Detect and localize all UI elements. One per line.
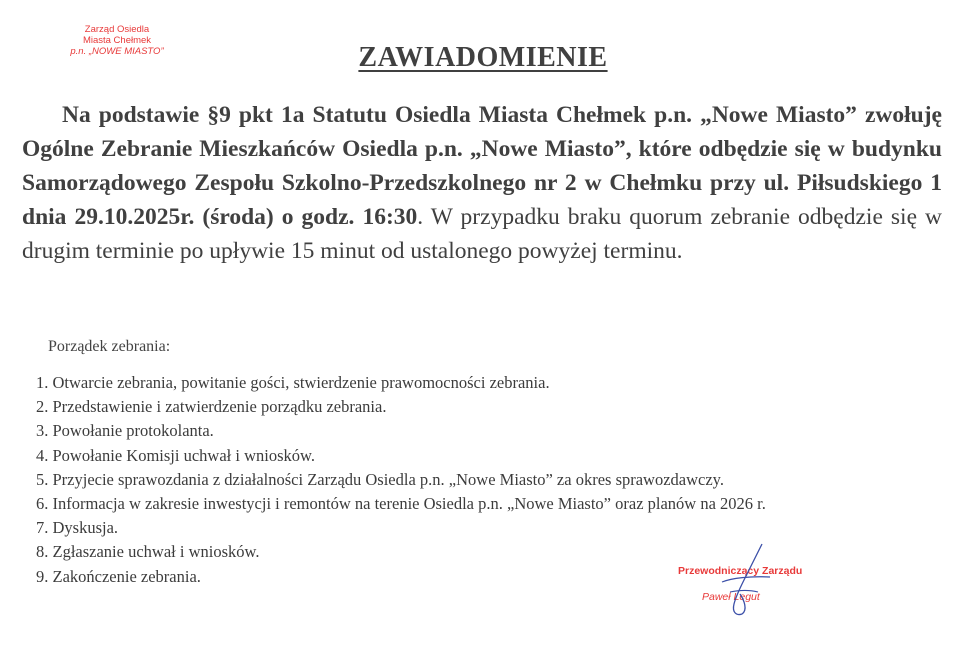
notice-bold-text: Na podstawie §9 pkt 1a Statutu Osiedla Miasta Chełmek p.n. „Nowe Miasto” zwołuję Ogólne Zebranie Mieszkańców Osiedla p.n. „Nowe Miasto”, które odbędzie się w budynku Samorządowego Zespołu Szkolno-Przedszkolnego nr 2 w Chełmku przy ul. Piłsudskiego 1 dnia 29.10.2025r. (środa) o godz. 16:30 — [22, 102, 942, 230]
agenda-item: 9. Zakończenie zebrania. — [36, 566, 201, 586]
document-title: ZAWIADOMIENIE — [358, 42, 608, 73]
notice-paragraph — [22, 98, 942, 268]
notice-regular-text: . W przypadku braku quorum zebranie odbędzie się w drugim terminie po upływie 15 minut od ustalonego powyżej terminu. — [22, 204, 943, 264]
stamp-line-3: p.n. „NOWE MIASTO” — [70, 46, 164, 57]
signature-block — [670, 540, 820, 620]
agenda-item: 3. Powołanie protokolanta. — [36, 421, 214, 441]
agenda-item: 1. Otwarcie zebrania, powitanie gości, stwierdzenie prawomocności zebrania. — [36, 373, 550, 392]
agenda-item: 6. Informacja w zakresie inwestycji i remontów na terenie Osiedla p.n. „Nowe Miasto” oraz planów na 2026 r. — [36, 494, 766, 514]
agenda-item: 7. Dyskusja. — [36, 518, 119, 538]
signature-name: Paweł Legut — [702, 591, 760, 603]
agenda-item: 8. Zgłaszanie uchwał i wniosków. — [36, 542, 260, 562]
signature-role: Przewodniczący Zarządu — [678, 565, 803, 577]
stamp-line-2: Miasta Chełmek — [82, 35, 152, 46]
agenda-heading: Porządek zebrania: — [48, 338, 171, 355]
agenda-item: 4. Powołanie Komisji uchwał i wniosków. — [36, 445, 315, 465]
stamp-line-1: Zarząd Osiedla — [84, 24, 150, 35]
document-title-wrap — [0, 42, 966, 74]
handwritten-signature-icon — [670, 540, 820, 620]
agenda-item: 5. Przyjecie sprawozdania z działalności Zarządu Osiedla p.n. „Nowe Miasto” za okres sprawozdawczy. — [36, 469, 724, 489]
agenda-list — [36, 371, 766, 589]
agenda-item: 2. Przedstawienie i zatwierdzenie porządku zebrania. — [36, 397, 387, 417]
